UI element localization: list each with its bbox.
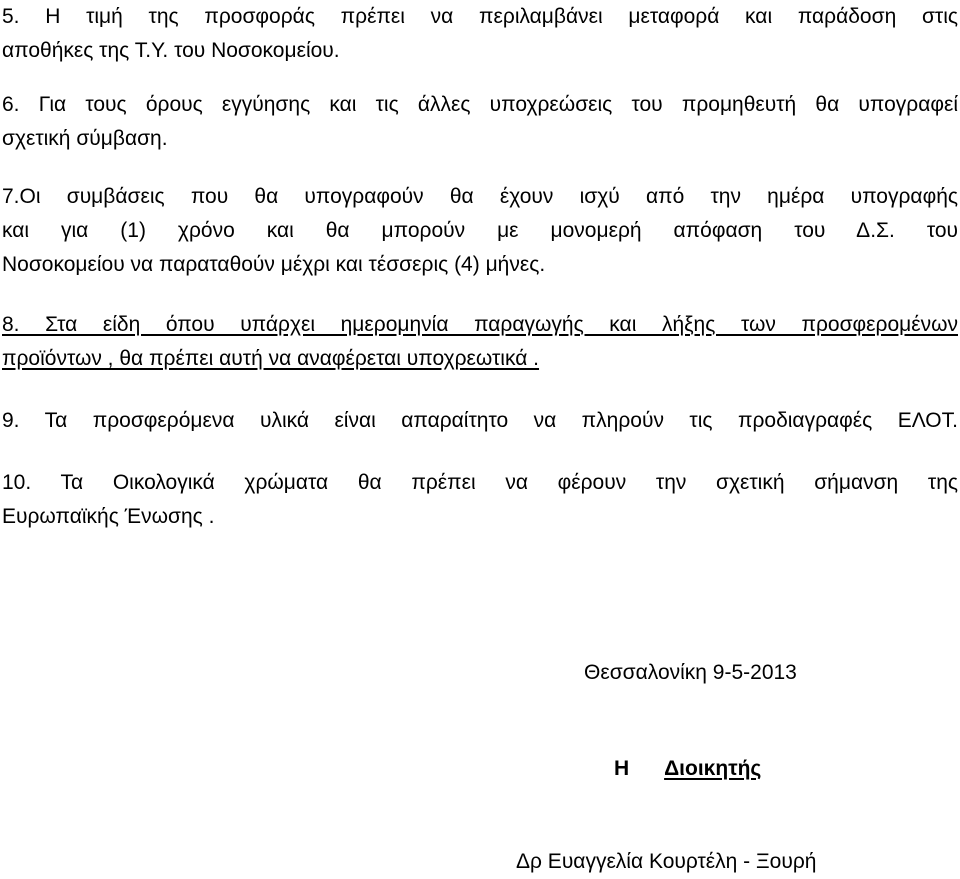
paragraph-line: 5. Η τιμή της προσφοράς πρέπει να περιλαμβάνει μεταφορά και παράδοση στις (2, 5, 958, 28)
paragraph-item-8 (2, 308, 958, 376)
paragraph-line: προϊόντων , θα πρέπει αυτή να αναφέρεται υποχρεωτικά . (2, 347, 540, 370)
paragraph-line: αποθήκες της Τ.Υ. του Νοσοκομείου. (2, 39, 340, 62)
signature-place-date: Θεσσαλονίκη 9-5-2013 (584, 661, 797, 684)
signature-name: Δρ Ευαγγελία Κουρτέλη - Ξουρή (516, 850, 817, 873)
paragraph-item-5 (2, 0, 958, 68)
paragraph-line: 9. Τα προσφερόμενα υλικά είναι απαραίτητο να πληρούν τις προδιαγραφές ΕΛΟΤ. (2, 409, 958, 432)
paragraph-item-10 (2, 466, 958, 534)
paragraph-line: Νοσοκομείου να παραταθούν μέχρι και τέσσερις (4) μήνες. (2, 253, 546, 276)
paragraph-line: Ευρωπαϊκής Ένωσης . (2, 505, 215, 528)
paragraph-item-7 (2, 180, 958, 282)
signature-title (614, 752, 761, 786)
paragraph-item-6 (2, 88, 958, 156)
paragraph-line: 10. Τα Οικολογικά χρώματα θα πρέπει να φέρουν την σχετική σήμανση της (2, 471, 958, 494)
paragraph-line: 7.Οι συμβάσεις που θα υπογραφούν θα έχουν ισχύ από την ημέρα υπογραφής (2, 185, 958, 208)
paragraph-line: και για (1) χρόνο και θα μπορούν με μονομερή απόφαση του Δ.Σ. του (2, 219, 958, 242)
paragraph-line: 8. Στα είδη όπου υπάρχει ημερομηνία παραγωγής και λήξης των προσφερομένων (2, 313, 958, 336)
paragraph-item-9 (2, 404, 958, 438)
signature-title-article: Η (614, 757, 630, 780)
paragraph-line: σχετική σύμβαση. (2, 127, 168, 150)
paragraph-line: 6. Για τους όρους εγγύησης και τις άλλες υποχρεώσεις του προμηθευτή θα υπογραφεί (2, 93, 958, 116)
signature-title-role: Διοικητής (664, 757, 762, 780)
